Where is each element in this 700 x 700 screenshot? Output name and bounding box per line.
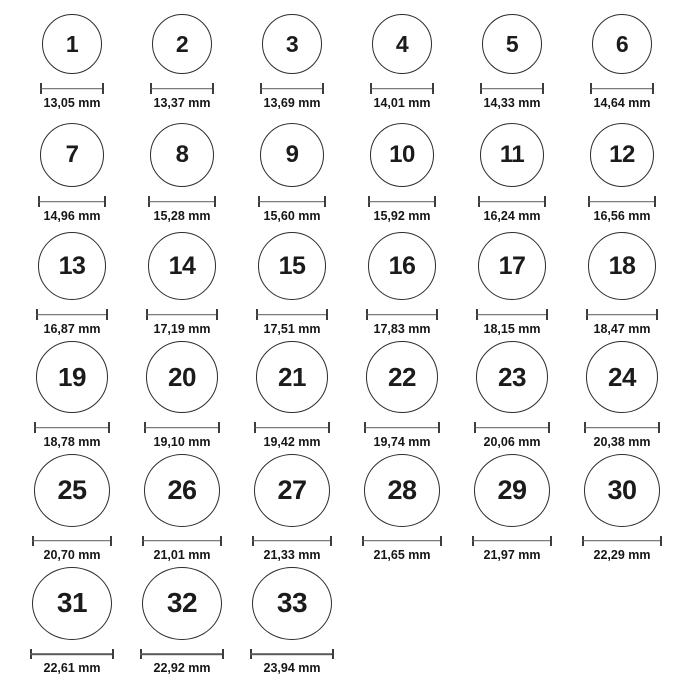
ring-circle xyxy=(150,123,214,187)
diameter-ruler xyxy=(590,83,654,94)
diameter-ruler xyxy=(252,536,332,546)
ring-size-number: 12 xyxy=(609,141,635,168)
ruler-tick-right-icon xyxy=(216,309,218,320)
ruler-line xyxy=(362,540,442,542)
ring-circle xyxy=(364,454,440,527)
ring-size-number: 13 xyxy=(58,251,86,280)
ring-circle xyxy=(260,123,324,187)
diameter-ruler xyxy=(36,309,108,320)
diameter-ruler xyxy=(474,422,550,433)
ring-size-number: 31 xyxy=(56,587,88,619)
ruler-tick-right-icon xyxy=(214,196,216,207)
ring-size-number: 32 xyxy=(166,587,198,619)
diameter-ruler xyxy=(148,196,216,207)
ruler-line xyxy=(256,314,328,316)
diameter-ruler xyxy=(38,196,106,207)
diameter-label: 18,47 mm xyxy=(593,322,651,336)
ring-size-number: 8 xyxy=(175,141,189,168)
ruler-tick-right-icon xyxy=(328,422,330,433)
diameter-ruler xyxy=(150,83,214,94)
ring-size-cell xyxy=(127,228,237,341)
ruler-tick-right-icon xyxy=(438,422,440,433)
diameter-ruler xyxy=(368,196,436,207)
ring-size-number: 33 xyxy=(276,587,308,619)
ruler-line xyxy=(36,314,108,316)
ruler-line xyxy=(368,201,436,203)
diameter-label: 14,33 mm xyxy=(483,96,541,110)
ruler-line xyxy=(140,653,224,655)
ring-size-number: 14 xyxy=(168,251,196,280)
ring-size-number: 24 xyxy=(608,362,636,392)
ring-size-number: 5 xyxy=(505,30,519,57)
diameter-label: 22,29 mm xyxy=(593,548,651,562)
ruler-tick-right-icon xyxy=(222,649,224,659)
ring-size-cell xyxy=(17,454,127,567)
ring-circle xyxy=(584,454,660,527)
diameter-ruler xyxy=(258,196,326,207)
diameter-label: 16,24 mm xyxy=(483,209,541,223)
ring-size-number: 21 xyxy=(278,362,306,392)
ruler-tick-right-icon xyxy=(542,83,544,94)
ruler-tick-right-icon xyxy=(330,536,332,546)
ring-size-cell xyxy=(17,341,127,454)
diameter-label: 19,42 mm xyxy=(263,435,321,449)
ring-circle xyxy=(38,232,106,300)
ring-circle xyxy=(372,14,432,74)
ruler-line xyxy=(142,540,222,542)
diameter-label: 19,10 mm xyxy=(153,435,211,449)
ring-size-number: 15 xyxy=(278,251,306,280)
ring-size-number: 26 xyxy=(167,474,197,505)
ruler-line xyxy=(258,201,326,203)
ruler-line xyxy=(476,314,548,316)
ring-circle xyxy=(590,123,654,187)
ruler-line xyxy=(32,540,112,542)
ruler-tick-right-icon xyxy=(432,83,434,94)
ruler-tick-right-icon xyxy=(652,83,654,94)
ring-size-number: 22 xyxy=(388,362,416,392)
ring-circle xyxy=(148,232,216,300)
ruler-line xyxy=(474,427,550,429)
ruler-tick-right-icon xyxy=(324,196,326,207)
diameter-label: 15,92 mm xyxy=(373,209,431,223)
diameter-label: 14,64 mm xyxy=(593,96,651,110)
diameter-label: 15,28 mm xyxy=(153,209,211,223)
diameter-label: 18,78 mm xyxy=(43,435,101,449)
ruler-tick-right-icon xyxy=(658,422,660,433)
ruler-line xyxy=(254,427,330,429)
ring-size-cell xyxy=(457,228,567,341)
diameter-ruler xyxy=(260,83,324,94)
diameter-ruler xyxy=(476,309,548,320)
ruler-line xyxy=(38,201,106,203)
diameter-ruler xyxy=(586,309,658,320)
ring-size-cell xyxy=(457,115,567,228)
diameter-label: 20,06 mm xyxy=(483,435,541,449)
ring-circle xyxy=(258,232,326,300)
ruler-tick-right-icon xyxy=(106,309,108,320)
ruler-tick-right-icon xyxy=(108,422,110,433)
ring-size-number: 16 xyxy=(388,251,416,280)
ring-size-number: 10 xyxy=(389,141,415,168)
diameter-label: 17,83 mm xyxy=(373,322,431,336)
diameter-label: 20,38 mm xyxy=(593,435,651,449)
ruler-tick-right-icon xyxy=(440,536,442,546)
diameter-label: 15,60 mm xyxy=(263,209,321,223)
ring-circle xyxy=(32,567,112,640)
ring-circle xyxy=(40,123,104,187)
ring-size-number: 7 xyxy=(65,141,79,168)
diameter-label: 23,94 mm xyxy=(263,661,321,675)
ruler-tick-right-icon xyxy=(548,422,550,433)
ring-size-cell xyxy=(567,2,677,115)
ring-size-number: 11 xyxy=(499,141,525,168)
ring-circle xyxy=(592,14,652,74)
ring-size-cell xyxy=(127,454,237,567)
ring-circle xyxy=(254,454,330,527)
ruler-tick-right-icon xyxy=(436,309,438,320)
ruler-line xyxy=(366,314,438,316)
ruler-tick-right-icon xyxy=(104,196,106,207)
ring-size-cell xyxy=(17,228,127,341)
ring-circle xyxy=(368,232,436,300)
diameter-label: 13,37 mm xyxy=(153,96,211,110)
ring-size-number: 9 xyxy=(285,141,299,168)
diameter-ruler xyxy=(366,309,438,320)
ruler-tick-right-icon xyxy=(112,649,114,659)
ring-size-cell xyxy=(567,115,677,228)
ruler-line xyxy=(250,653,334,655)
ring-size-number: 17 xyxy=(498,251,526,280)
ring-size-cell xyxy=(347,115,457,228)
diameter-ruler xyxy=(478,196,546,207)
diameter-label: 21,65 mm xyxy=(373,548,431,562)
diameter-ruler xyxy=(582,536,662,546)
ruler-line xyxy=(40,88,104,90)
ring-circle xyxy=(478,232,546,300)
diameter-ruler xyxy=(142,536,222,546)
ruler-line xyxy=(586,314,658,316)
ring-circle xyxy=(588,232,656,300)
diameter-label: 16,87 mm xyxy=(43,322,101,336)
diameter-ruler xyxy=(364,422,440,433)
ruler-tick-right-icon xyxy=(212,83,214,94)
ring-circle xyxy=(480,123,544,187)
ring-size-cell xyxy=(457,341,567,454)
ruler-tick-right-icon xyxy=(544,196,546,207)
ring-size-number: 1 xyxy=(65,30,79,57)
ruler-line xyxy=(148,201,216,203)
ring-circle xyxy=(142,567,222,640)
ring-size-cell xyxy=(457,2,567,115)
ruler-tick-right-icon xyxy=(110,536,112,546)
ring-size-number: 20 xyxy=(168,362,196,392)
ruler-tick-right-icon xyxy=(434,196,436,207)
ring-size-cell xyxy=(17,567,127,680)
diameter-label: 18,15 mm xyxy=(483,322,541,336)
ring-size-cell xyxy=(127,115,237,228)
ring-size-cell xyxy=(127,341,237,454)
diameter-label: 22,61 mm xyxy=(43,661,101,675)
ruler-tick-right-icon xyxy=(660,536,662,546)
ruler-tick-right-icon xyxy=(656,309,658,320)
ring-size-cell xyxy=(237,228,347,341)
ring-circle xyxy=(586,341,658,413)
diameter-ruler xyxy=(584,422,660,433)
ring-circle xyxy=(36,341,108,413)
ruler-line xyxy=(478,201,546,203)
ring-circle xyxy=(482,14,542,74)
ring-circle xyxy=(144,454,220,527)
diameter-ruler xyxy=(146,309,218,320)
ruler-line xyxy=(364,427,440,429)
ruler-tick-right-icon xyxy=(218,422,220,433)
ruler-line xyxy=(260,88,324,90)
diameter-label: 13,69 mm xyxy=(263,96,321,110)
diameter-label: 22,92 mm xyxy=(153,661,211,675)
ring-size-cell xyxy=(237,454,347,567)
diameter-ruler xyxy=(140,649,224,659)
ruler-tick-right-icon xyxy=(322,83,324,94)
diameter-label: 21,97 mm xyxy=(483,548,541,562)
ring-circle xyxy=(262,14,322,74)
diameter-ruler xyxy=(362,536,442,546)
ring-circle xyxy=(256,341,328,413)
ring-size-number: 4 xyxy=(395,30,409,57)
diameter-ruler xyxy=(480,83,544,94)
ring-size-cell xyxy=(237,2,347,115)
ring-size-number: 6 xyxy=(615,30,629,57)
diameter-ruler xyxy=(144,422,220,433)
ring-size-number: 19 xyxy=(58,362,86,392)
ring-circle xyxy=(146,341,218,413)
diameter-label: 14,01 mm xyxy=(373,96,431,110)
ring-circle xyxy=(476,341,548,413)
ruler-line xyxy=(588,201,656,203)
ring-size-cell xyxy=(237,567,347,680)
diameter-label: 14,96 mm xyxy=(43,209,101,223)
ruler-tick-right-icon xyxy=(332,649,334,659)
ring-size-cell xyxy=(237,115,347,228)
ring-circle xyxy=(42,14,102,74)
ring-size-cell xyxy=(567,228,677,341)
ring-circle xyxy=(474,454,550,527)
diameter-ruler xyxy=(34,422,110,433)
ring-size-cell xyxy=(347,454,457,567)
ruler-line xyxy=(252,540,332,542)
diameter-ruler xyxy=(256,309,328,320)
ruler-tick-right-icon xyxy=(220,536,222,546)
diameter-label: 19,74 mm xyxy=(373,435,431,449)
diameter-label: 17,19 mm xyxy=(153,322,211,336)
diameter-ruler xyxy=(40,83,104,94)
ruler-line xyxy=(480,88,544,90)
diameter-ruler xyxy=(588,196,656,207)
ring-size-cell xyxy=(17,115,127,228)
ruler-line xyxy=(370,88,434,90)
ruler-tick-right-icon xyxy=(654,196,656,207)
ring-circle xyxy=(366,341,438,413)
ruler-line xyxy=(34,427,110,429)
ruler-tick-right-icon xyxy=(550,536,552,546)
ruler-line xyxy=(582,540,662,542)
diameter-ruler xyxy=(30,649,114,659)
diameter-label: 21,01 mm xyxy=(153,548,211,562)
ring-size-number: 29 xyxy=(497,474,527,505)
ring-size-cell xyxy=(347,341,457,454)
ring-size-number: 28 xyxy=(387,474,417,505)
ring-size-number: 3 xyxy=(285,30,299,57)
ring-circle xyxy=(34,454,110,527)
ring-size-cell xyxy=(347,228,457,341)
ruler-tick-right-icon xyxy=(546,309,548,320)
diameter-label: 16,56 mm xyxy=(593,209,651,223)
ruler-line xyxy=(584,427,660,429)
ring-size-number: 18 xyxy=(608,251,636,280)
ruler-tick-right-icon xyxy=(326,309,328,320)
diameter-ruler xyxy=(370,83,434,94)
diameter-ruler xyxy=(32,536,112,546)
ruler-line xyxy=(590,88,654,90)
ring-size-cell xyxy=(567,454,677,567)
ring-size-cell xyxy=(347,2,457,115)
diameter-ruler xyxy=(250,649,334,659)
ruler-tick-right-icon xyxy=(102,83,104,94)
ring-size-number: 30 xyxy=(607,474,637,505)
ring-size-cell xyxy=(237,341,347,454)
diameter-label: 17,51 mm xyxy=(263,322,321,336)
ruler-line xyxy=(150,88,214,90)
ruler-line xyxy=(144,427,220,429)
diameter-ruler xyxy=(472,536,552,546)
ring-circle xyxy=(370,123,434,187)
ring-size-cell xyxy=(17,2,127,115)
ruler-line xyxy=(472,540,552,542)
ring-size-cell xyxy=(457,454,567,567)
ring-size-cell xyxy=(127,567,237,680)
ring-circle xyxy=(252,567,332,640)
diameter-ruler xyxy=(254,422,330,433)
diameter-label: 20,70 mm xyxy=(43,548,101,562)
ring-circle xyxy=(152,14,212,74)
diameter-label: 21,33 mm xyxy=(263,548,321,562)
ring-size-number: 27 xyxy=(277,474,307,505)
ring-size-number: 23 xyxy=(498,362,526,392)
ring-size-number: 2 xyxy=(175,30,189,57)
ruler-line xyxy=(146,314,218,316)
ruler-line xyxy=(30,653,114,655)
ring-size-number: 25 xyxy=(57,474,87,505)
ring-size-cell xyxy=(567,341,677,454)
diameter-label: 13,05 mm xyxy=(43,96,101,110)
ring-size-cell xyxy=(127,2,237,115)
